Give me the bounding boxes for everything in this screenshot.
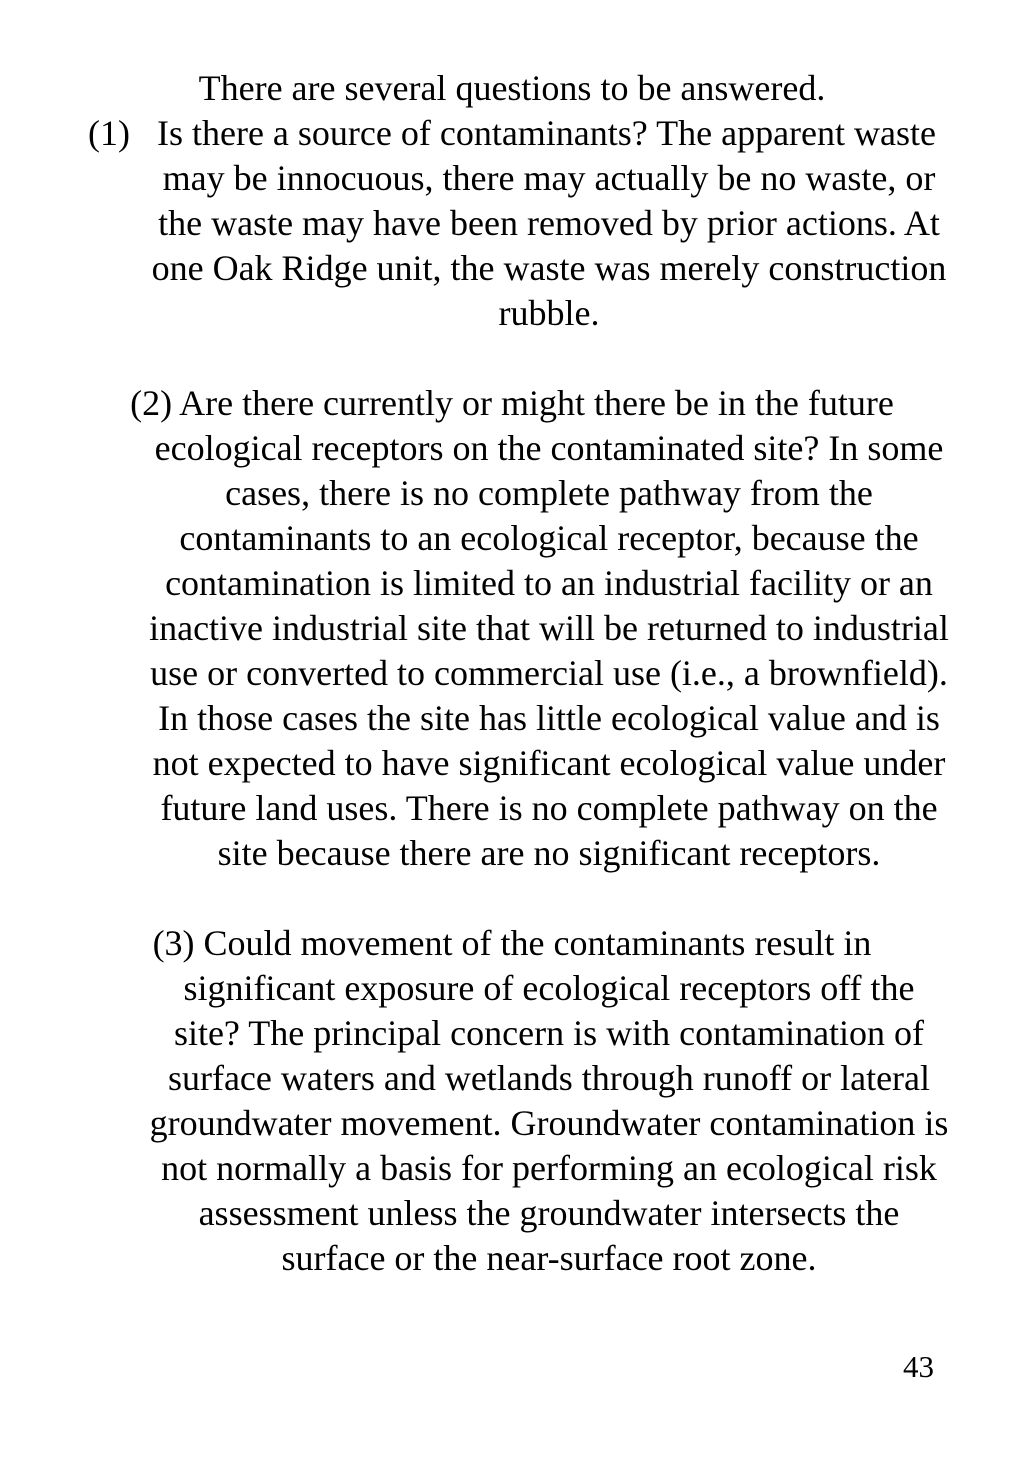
text-line: surface waters and wetlands through runoff or lateral [167,1058,931,1098]
text-line: groundwater movement. Groundwater contamination is [149,1103,949,1143]
text-line: site because there are no significant receptors. [217,833,881,873]
question-2-paragraph [57,381,967,876]
text-line: ecological receptors on the contaminated site? In some [154,428,944,468]
text-line: (1) Is there a source of contaminants? The apparent waste [88,113,936,153]
question-1-paragraph [57,111,967,336]
text-line: inactive industrial site that will be returned to industrial [149,608,949,648]
text-line: assessment unless the groundwater intersects the [198,1193,900,1233]
text-line: contamination is limited to an industrial facility or an [165,563,933,603]
text-line: the waste may have been removed by prior actions. At [158,203,940,243]
text-line: In those cases the site has little ecological value and is [158,698,940,738]
text-line: one Oak Ridge unit, the waste was merely construction [151,248,947,288]
intro-paragraph [57,66,967,111]
text-line: not expected to have significant ecological value under [152,743,946,783]
text-line: cases, there is no complete pathway from the [225,473,873,513]
intro-line: There are several questions to be answered. [198,68,826,108]
text-line: contaminants to an ecological receptor, because the [179,518,919,558]
text-line: significant exposure of ecological receptors off the [183,968,915,1008]
text-line: (2) Are there currently or might there be in the future [130,383,894,423]
text-line: (3) Could movement of the contaminants result in [152,923,872,963]
question-3-paragraph [57,921,967,1281]
text-line: not normally a basis for performing an ecological risk [161,1148,937,1188]
text-line: site? The principal concern is with contamination of [173,1013,925,1053]
text-line: rubble. [498,293,600,333]
text-line: future land uses. There is no complete pathway on the [160,788,938,828]
text-line: use or converted to commercial use (i.e., a brownfield). [150,653,948,693]
page-number: 43 [903,1349,934,1384]
text-line: surface or the near-surface root zone. [281,1238,817,1278]
slide-text-block [57,66,967,1281]
text-line: may be innocuous, there may actually be no waste, or [162,158,936,198]
